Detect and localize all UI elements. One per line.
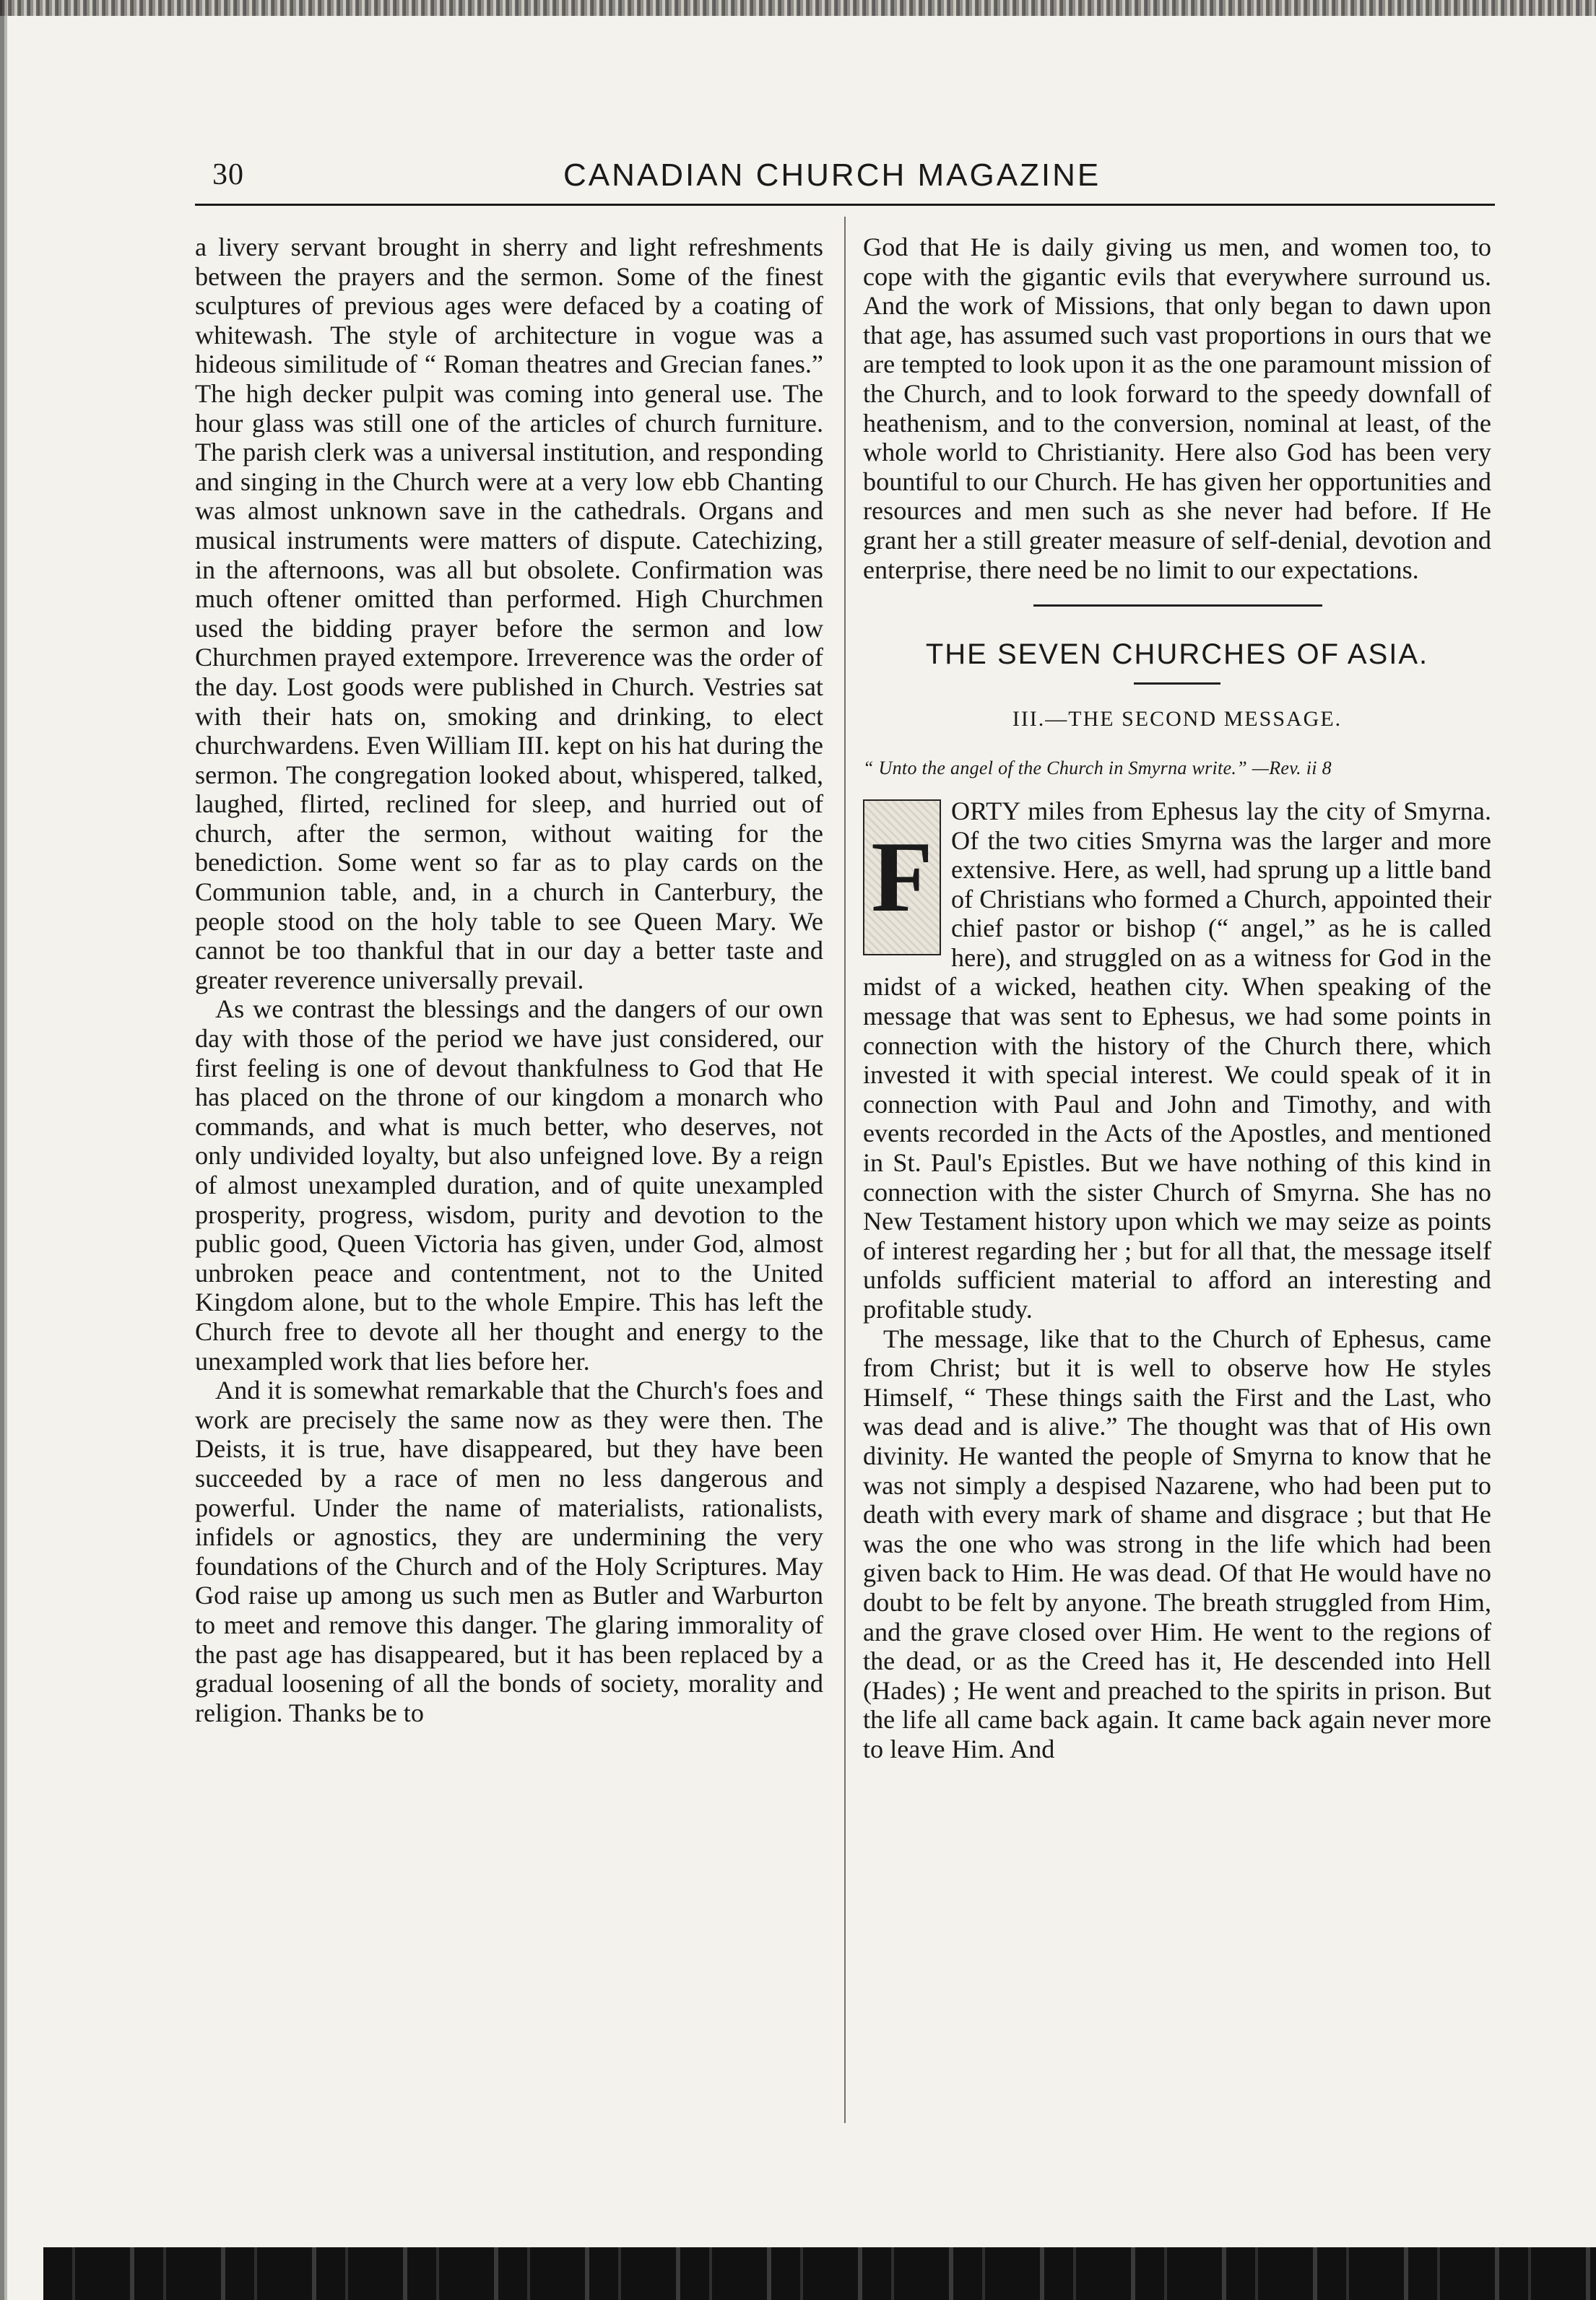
page-header [202, 157, 1596, 204]
magazine-title: CANADIAN CHURCH MAGAZINE [563, 157, 1101, 193]
paragraph: As we contrast the blessings and the dangers of our own day with those of the period we have just considered, our first feeling is one of devout thankfulness to God that He has placed on the throne of our kingdom a monarch who commands, and what is much better, who deserves, not only undivided loyalty, but also unfeigned love. By a reign of almost unexampled duration, and of quite unexampled prosperity, progress, wisdom, purity and devotion to the public good, Queen Victoria has given, under God, almost unbroken peace and contentment, not to the United Kingdom alone, but to the whole Empire. This has left the Church free to devote all her thought and energy to the unexampled work that lies before her. [195, 994, 823, 1376]
section-divider [1033, 604, 1322, 607]
header-rule [195, 204, 1495, 206]
right-column [863, 233, 1491, 1764]
section-title: THE SEVEN CHURCHES OF ASIA. [925, 638, 1429, 671]
paragraph: a livery servant brought in sherry and light refreshments between the prayers and the sermon. Some of the finest sculptures of previous ages were defaced by a coating of whitewash. The style of architecture in vogue was a hideous similitude of “ Roman theatres and Grecian fanes.” The high decker pulpit was coming into general use. The hour glass was still one of the articles of church furniture. The parish clerk was a universal institution, and responding and singing in the Church were at a very low ebb Chanting was almost unknown save in the cathedrals. Organs and musical instruments were matters of dispute. Catechizing, in the afternoons, was all but obsolete. Confirmation was much oftener omitted than performed. High Churchmen used the bidding prayer before the sermon and low Churchmen prayed extempore. Irreverence was the order of the day. Lost goods were published in Church. Vestries sat with their hats on, smoking and drinking, to elect churchwardens. Even William III. kept on his hat during the sermon. The congregation looked about, whispered, talked, laughed, flirted, reclined for sleep, and hurried out of church, after the sermon, without waiting for the benediction. Some went so far as to play cards on the Communion table, and, in a church in Canterbury, the people stood on the holy table to see Queen Mary. We cannot be too thankful that in our day a better taste and greater reverence universally prevail. [195, 233, 823, 994]
drop-cap: F [863, 799, 941, 955]
page-number: 30 [212, 158, 244, 191]
left-column [195, 233, 823, 1727]
title-rule [1134, 682, 1220, 685]
paragraph: The message, like that to the Church of Ephesus, came from Christ; but it is well to observe how He styles Himself, “ These things saith the First and the Last, who was dead and is alive.” The thought was that of His own divinity. He wanted the people of Smyrna to know that he was not simply a despised Nazarene, who had been put to death with every mark of shame and disgrace ; but that He was the one who was strong in the life which had been given back to Him. He was dead. Of that He would have no doubt to be felt by anyone. The breath struggled from Him, and the grave closed over Him. He went to the regions of the dead, or as the Creed has it, He descended into Hell (Hades) ; He went and preached to the spirits in prison. But the life all came back again. It came back again never more to leave Him. And [863, 1324, 1491, 1763]
scan-bottom-edge [43, 2247, 1596, 2300]
article-opening [863, 797, 1491, 1324]
scan-top-edge [0, 0, 1596, 16]
paragraph: And it is somewhat remarkable that the Church's foes and work are precisely the same now as they were then. The Deists, it is true, have disappeared, but they have been succeeded by a race of men no less dangerous and powerful. Under the name of materialists, rationalists, infidels or agnostics, they are undermining the very foundations of the Church and of the Holy Scriptures. May God raise up among us such men as Butler and Warburton to meet and remove this danger. The glaring immorality of the past age has disappeared, but it has been replaced by a gradual loosening of all the bonds of society, morality and religion. Thanks be to [195, 1376, 823, 1727]
scan-left-edge [0, 0, 12, 2300]
column-divider [844, 217, 846, 2123]
paragraph: God that He is daily giving us men, and women too, to cope with the gigantic evils that everywhere surround us. And the work of Missions, that only began to dawn upon that age, has assumed such vast proportions in ours that we are tempted to look upon it as the one paramount mission of the Church, and to look forward to the speedy downfall of heathenism, and to the conversion, nominal at least, of the whole world to Christianity. Here also God has been very bountiful to our Church. He has given her opportunities and resources and men such as she never had before. If He grant her a still greater measure of self-denial, devotion and enterprise, there need be no limit to our expectations. [863, 233, 1491, 584]
paragraph: ORTY miles from Ephesus lay the city of Smyrna. Of the two cities Smyrna was the larger and more extensive. Here, as well, had sprung up a little band of Christians who formed a Church, appointed their chief pastor or bishop (“ angel,” as he is called here), and struggled on as a witness for God in the midst of a wicked, heathen city. When speaking of the message that was sent to Ephesus, we had some points in connection with the history of the Church there, which invested it with special interest. We could speak of it in connection with Paul and John and Timothy, and with events recorded in the Acts of the Apostles, and mentioned in St. Paul's Epistles. But we have nothing of this kind in connection with the sister Church of Smyrna. She has no New Testament history upon which we may seize as points of interest regarding her ; but for all that, the message itself unfolds sufficient material to afford an interesting and profitable study. [863, 796, 1491, 1324]
subsection-title: III.—THE SECOND MESSAGE. [1012, 706, 1343, 731]
epigraph: “ Unto the angel of the Church in Smyrna write.” —Rev. ii 8 [863, 758, 1332, 779]
